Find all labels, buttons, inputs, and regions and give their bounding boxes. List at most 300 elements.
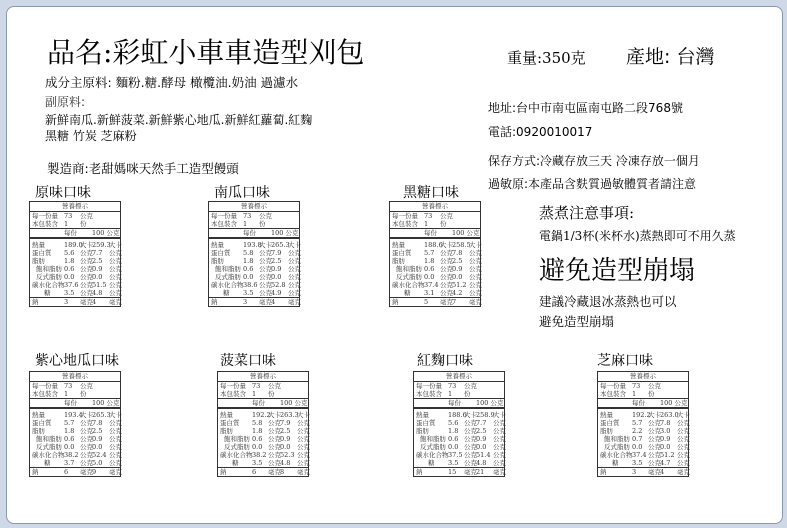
nutrient-name: 碳水化合物: [32, 451, 65, 459]
unit-per-100g: 公克: [109, 443, 122, 451]
servings: 1: [424, 220, 429, 228]
unit-per-serving: 公克: [648, 443, 661, 451]
nutrition-row: [218, 435, 308, 443]
unit-per-100g: 毫克: [109, 298, 122, 306]
unit-per-100g: 毫克: [469, 298, 482, 306]
per-100g-header: 100 公克: [660, 399, 688, 407]
value-per-serving: 6: [64, 468, 69, 476]
nutrition-row: [598, 467, 688, 476]
value-per-serving: 37.5: [448, 451, 463, 459]
unit-per-serving: 公克: [440, 249, 453, 257]
unit-per-100g: 公克: [109, 273, 122, 281]
value-per-100g: 7.8: [660, 419, 671, 427]
nutrient-name: 蛋白質: [32, 249, 52, 257]
nutrient-name: 脂肪: [220, 427, 233, 435]
unit-per-100g: 公克: [109, 419, 122, 427]
value-per-100g: 0.0: [452, 273, 463, 281]
nutrition-label: [217, 371, 309, 477]
value-per-100g: 7.8: [452, 249, 463, 257]
value-per-serving: 192.2: [252, 411, 271, 419]
unit-per-100g: 毫克: [677, 468, 690, 476]
servings-unit: 份: [80, 390, 87, 398]
value-per-100g: 7.7: [476, 419, 487, 427]
nutrition-row: [30, 265, 120, 273]
ingredients-sub-label: 副原料:: [45, 95, 86, 109]
servings: 1: [64, 220, 69, 228]
value-per-serving: 3.5: [252, 459, 263, 467]
unit-per-serving: 公克: [80, 257, 93, 265]
unit-per-serving: 公克: [464, 435, 477, 443]
unit-per-100g: 公克: [469, 273, 482, 281]
value-per-100g: 5.0: [92, 459, 103, 467]
value-per-100g: 258.5: [452, 241, 471, 249]
unit-per-serving: 毫克: [259, 298, 272, 306]
unit-per-100g: 公克: [677, 459, 690, 467]
suggestion-2: 避免造型崩塌: [539, 314, 615, 329]
value-per-100g: 4.8: [476, 459, 487, 467]
serving-size: 73: [424, 212, 433, 220]
value-per-100g: 0.0: [280, 443, 291, 451]
value-per-100g: 51.4: [476, 451, 491, 459]
servings-label: 本包裝含: [32, 220, 58, 228]
nutrient-name: 反式脂肪: [420, 443, 446, 451]
nutrition-header: 營養標示: [218, 372, 308, 382]
nutrition-row: [30, 241, 120, 249]
serving-size: 73: [64, 382, 73, 390]
value-per-100g: 0.0: [92, 443, 103, 451]
value-per-100g: 0.9: [92, 435, 103, 443]
unit-per-100g: 公克: [677, 443, 690, 451]
unit-per-serving: 公克: [268, 435, 281, 443]
value-per-serving: 0.6: [448, 435, 459, 443]
value-per-serving: 0.6: [243, 265, 254, 273]
value-per-100g: 4.9: [271, 289, 282, 297]
unit-per-100g: 公克: [677, 419, 690, 427]
unit-per-serving: 公克: [80, 265, 93, 273]
value-per-serving: 1.8: [448, 427, 459, 435]
nutrition-row: [414, 443, 504, 451]
nutrient-name: 碳水化合物: [600, 451, 633, 459]
unit-per-serving: 公克: [259, 289, 272, 297]
servings-unit: 份: [259, 220, 266, 228]
flavor-title: 黑糖口味: [403, 185, 459, 201]
nutrition-row: [30, 281, 120, 289]
value-per-serving: 189.0: [64, 241, 83, 249]
nutrition-row: [218, 411, 308, 419]
nutrient-name: 糖: [232, 459, 239, 467]
nutrient-name: 脂肪: [211, 257, 224, 265]
per-100g-header: 100 公克: [452, 229, 480, 237]
per-100g-header: 100 公克: [280, 399, 308, 407]
per-serving-header: 每份: [243, 229, 256, 237]
nutrient-name: 熱量: [416, 411, 429, 419]
nutrient-name: 鈉: [392, 298, 399, 306]
value-per-100g: 265.3: [271, 241, 290, 249]
value-per-100g: 263.0: [660, 411, 679, 419]
unit-per-serving: 大卡: [440, 241, 453, 249]
flavor-title: 南瓜口味: [214, 185, 270, 201]
unit-per-serving: 公克: [259, 265, 272, 273]
nutrient-name: 脂肪: [32, 257, 45, 265]
value-per-100g: 4.7: [660, 459, 671, 467]
value-per-100g: 51.2: [452, 281, 467, 289]
unit-per-100g: 公克: [469, 281, 482, 289]
unit-per-serving: 公克: [440, 265, 453, 273]
unit-per-serving: 公克: [648, 451, 661, 459]
unit-per-100g: 公克: [109, 427, 122, 435]
value-per-serving: 0.0: [448, 443, 459, 451]
unit-per-100g: 毫克: [493, 468, 506, 476]
value-per-100g: 2.5: [271, 257, 282, 265]
servings: 1: [448, 390, 453, 398]
nutrition-label: [29, 371, 121, 477]
flavor-title: 紫心地瓜口味: [35, 353, 119, 369]
nutrient-name: 鈉: [32, 298, 39, 306]
serving-unit: 公克: [464, 382, 477, 390]
serving-size-label: 每一份量: [211, 212, 237, 220]
nutrition-label: [413, 371, 505, 477]
value-per-serving: 5.6: [64, 249, 75, 257]
allergen: 過敏原:本產品含麩質過敏體質者請注意: [488, 177, 697, 191]
nutrient-name: 脂肪: [600, 427, 613, 435]
nutrient-name: 糖: [223, 289, 230, 297]
nutrient-name: 鈉: [600, 468, 607, 476]
value-per-100g: 0.0: [92, 273, 103, 281]
nutrient-name: 脂肪: [32, 427, 45, 435]
nutrition-row: [598, 459, 688, 467]
unit-per-serving: 公克: [259, 249, 272, 257]
value-per-100g: 7.9: [280, 419, 291, 427]
unit-per-serving: 公克: [80, 281, 93, 289]
nutrition-row: [218, 419, 308, 427]
unit-per-serving: 公克: [268, 427, 281, 435]
nutrient-name: 蛋白質: [32, 419, 52, 427]
unit-per-serving: 公克: [268, 459, 281, 467]
nutrient-name: 脂肪: [416, 427, 429, 435]
nutrient-name: 飽和脂肪: [396, 265, 422, 273]
nutrition-row: [30, 411, 120, 419]
unit-per-100g: 大卡: [297, 411, 310, 419]
nutrition-header: 營養標示: [30, 202, 120, 212]
servings-label: 本包裝含: [220, 390, 246, 398]
value-per-serving: 3.7: [64, 459, 75, 467]
ingredients-sub-2: 黑糖 竹炭 芝麻粉: [45, 129, 137, 143]
servings: 1: [632, 390, 637, 398]
value-per-serving: 0.7: [632, 435, 643, 443]
nutrient-name: 碳水化合物: [32, 281, 65, 289]
value-per-100g: 7.8: [92, 419, 103, 427]
servings-label: 本包裝含: [416, 390, 442, 398]
servings-label: 本包裝含: [600, 390, 626, 398]
serving-size-label: 每一份量: [392, 212, 418, 220]
unit-per-100g: 公克: [109, 257, 122, 265]
serving-unit: 公克: [268, 382, 281, 390]
nutrition-header: 營養標示: [598, 372, 688, 382]
unit-per-100g: 毫克: [288, 298, 301, 306]
value-per-100g: 0.9: [660, 435, 671, 443]
unit-per-100g: 公克: [288, 281, 301, 289]
value-per-100g: 51.5: [92, 281, 107, 289]
address: 地址:台中市南屯區南屯路二段768號: [488, 101, 683, 115]
value-per-100g: 265.3: [92, 411, 111, 419]
nutrient-name: 反式脂肪: [396, 273, 422, 281]
serving-unit: 公克: [80, 382, 93, 390]
per-serving-header: 每份: [632, 399, 645, 407]
unit-per-serving: 毫克: [464, 468, 477, 476]
serving-size-label: 每一份量: [600, 382, 626, 390]
nutrition-row: [30, 419, 120, 427]
servings-unit: 份: [268, 390, 275, 398]
value-per-serving: 188.6: [448, 411, 467, 419]
unit-per-serving: 公克: [259, 281, 272, 289]
value-per-serving: 3: [632, 468, 637, 476]
value-per-serving: 38.2: [64, 451, 79, 459]
unit-per-serving: 大卡: [80, 411, 93, 419]
nutrition-header: 營養標示: [30, 372, 120, 382]
unit-per-100g: 公克: [469, 265, 482, 273]
nutrition-row: [209, 281, 299, 289]
nutrition-row: [390, 265, 480, 273]
value-per-serving: 0.0: [243, 273, 254, 281]
nutrition-row: [598, 435, 688, 443]
unit-per-serving: 公克: [80, 459, 93, 467]
nutrition-row: [30, 273, 120, 281]
nutrition-row: [30, 257, 120, 265]
value-per-serving: 1.8: [64, 257, 75, 265]
serving-size: 73: [64, 212, 73, 220]
per-serving-header: 每份: [252, 399, 265, 407]
nutrient-name: 飽和脂肪: [420, 435, 446, 443]
nutrition-row: [30, 443, 120, 451]
value-per-serving: 0.6: [424, 265, 435, 273]
unit-per-serving: 公克: [80, 435, 93, 443]
nutrition-row: [414, 435, 504, 443]
nutrition-header: 營養標示: [390, 202, 480, 212]
ingredients-sub-1: 新鮮南瓜.新鮮菠菜.新鮮紫心地瓜.新鮮紅蘿蔔.紅麴: [45, 113, 313, 127]
nutrient-name: 飽和脂肪: [36, 435, 62, 443]
value-per-serving: 1.8: [64, 427, 75, 435]
unit-per-100g: 公克: [493, 443, 506, 451]
unit-per-100g: 公克: [297, 419, 310, 427]
phone: 電話:0920010017: [488, 125, 593, 139]
nutrition-label: [208, 201, 300, 307]
nutrient-name: 熱量: [211, 241, 224, 249]
unit-per-serving: 大卡: [648, 411, 661, 419]
value-per-serving: 0.0: [424, 273, 435, 281]
nutrition-row: [30, 297, 120, 306]
unit-per-100g: 公克: [469, 289, 482, 297]
nutrient-name: 反式脂肪: [215, 273, 241, 281]
value-per-100g: 2.5: [280, 427, 291, 435]
value-per-serving: 38.6: [243, 281, 258, 289]
value-per-100g: 8: [280, 468, 285, 476]
flavor-title: 原味口味: [35, 185, 91, 201]
unit-per-serving: 毫克: [440, 298, 453, 306]
serving-size: 73: [243, 212, 252, 220]
nutrient-name: 糖: [44, 459, 51, 467]
value-per-100g: 2.5: [452, 257, 463, 265]
value-per-100g: 0.0: [271, 273, 282, 281]
value-per-100g: 52.3: [280, 451, 295, 459]
unit-per-100g: 公克: [109, 451, 122, 459]
product-origin: 產地: 台灣: [626, 46, 715, 68]
value-per-100g: 0.9: [271, 265, 282, 273]
value-per-serving: 38.2: [252, 451, 267, 459]
nutrition-row: [209, 297, 299, 306]
per-100g-header: 100 公克: [92, 399, 120, 407]
value-per-100g: 0.9: [280, 435, 291, 443]
unit-per-100g: 公克: [469, 257, 482, 265]
nutrient-name: 蛋白質: [416, 419, 436, 427]
unit-per-serving: 公克: [80, 249, 93, 257]
value-per-100g: 4: [660, 468, 665, 476]
value-per-serving: 0.0: [252, 443, 263, 451]
value-per-100g: 9: [92, 468, 97, 476]
unit-per-serving: 公克: [268, 443, 281, 451]
nutrition-row: [30, 249, 120, 257]
value-per-100g: 0.9: [92, 265, 103, 273]
value-per-serving: 15: [448, 468, 457, 476]
nutrient-name: 糖: [404, 289, 411, 297]
nutrition-row: [598, 411, 688, 419]
storage: 保存方式:冷藏存放三天 冷凍存放一個月: [488, 154, 700, 168]
value-per-100g: 7: [452, 298, 457, 306]
nutrition-row: [209, 265, 299, 273]
nutrient-name: 蛋白質: [211, 249, 231, 257]
value-per-serving: 1.8: [252, 427, 263, 435]
nutrient-name: 碳水化合物: [392, 281, 425, 289]
unit-per-serving: 大卡: [80, 241, 93, 249]
value-per-serving: 5.6: [448, 419, 459, 427]
unit-per-100g: 公克: [297, 427, 310, 435]
value-per-100g: 0.0: [660, 443, 671, 451]
unit-per-100g: 公克: [288, 257, 301, 265]
unit-per-100g: 公克: [493, 435, 506, 443]
unit-per-serving: 公克: [80, 289, 93, 297]
nutrition-header: 營養標示: [414, 372, 504, 382]
nutrition-row: [30, 467, 120, 476]
value-per-100g: 0.9: [452, 265, 463, 273]
unit-per-100g: 公克: [109, 459, 122, 467]
nutrient-name: 熱量: [32, 411, 45, 419]
value-per-100g: 7.7: [92, 249, 103, 257]
value-per-serving: 5.7: [632, 419, 643, 427]
per-100g-header: 100 公克: [92, 229, 120, 237]
unit-per-100g: 公克: [297, 451, 310, 459]
value-per-100g: 4.2: [452, 289, 463, 297]
value-per-100g: 4.8: [92, 289, 103, 297]
unit-per-serving: 大卡: [464, 411, 477, 419]
nutrient-name: 碳水化合物: [416, 451, 449, 459]
value-per-100g: 51.2: [660, 451, 675, 459]
per-100g-header: 100 公克: [271, 229, 299, 237]
value-per-serving: 0.0: [64, 443, 75, 451]
unit-per-serving: 公克: [648, 427, 661, 435]
product-name: 品名:彩虹小車車造型刈包: [47, 36, 365, 69]
steam-title: 蒸煮注意事項:: [539, 204, 635, 222]
value-per-100g: 52.8: [271, 281, 286, 289]
nutrient-name: 飽和脂肪: [604, 435, 630, 443]
nutrition-row: [209, 289, 299, 297]
value-per-serving: 3.5: [64, 289, 75, 297]
unit-per-100g: 公克: [493, 427, 506, 435]
nutrition-row: [218, 451, 308, 459]
unit-per-serving: 公克: [464, 459, 477, 467]
nutrition-row: [30, 451, 120, 459]
value-per-serving: 0.0: [632, 443, 643, 451]
nutrition-row: [218, 459, 308, 467]
unit-per-serving: 公克: [648, 419, 661, 427]
nutrient-name: 糖: [428, 459, 435, 467]
value-per-serving: 5.7: [424, 249, 435, 257]
nutrient-name: 熱量: [220, 411, 233, 419]
value-per-serving: 37.6: [64, 281, 79, 289]
serving-unit: 公克: [440, 212, 453, 220]
serving-size: 73: [252, 382, 261, 390]
flavor-title: 紅麴口味: [417, 353, 473, 369]
nutrition-row: [414, 419, 504, 427]
value-per-serving: 5: [424, 298, 429, 306]
value-per-100g: 4: [271, 298, 276, 306]
unit-per-100g: 公克: [297, 435, 310, 443]
serving-size-label: 每一份量: [220, 382, 246, 390]
unit-per-100g: 毫克: [297, 468, 310, 476]
unit-per-100g: 大卡: [109, 241, 122, 249]
unit-per-100g: 公克: [288, 289, 301, 297]
value-per-serving: 0.6: [64, 435, 75, 443]
nutrient-name: 蛋白質: [392, 249, 412, 257]
serving-size: 73: [448, 382, 457, 390]
unit-per-100g: 公克: [677, 427, 690, 435]
per-serving-header: 每份: [448, 399, 461, 407]
nutrition-row: [390, 273, 480, 281]
value-per-serving: 5.7: [64, 419, 75, 427]
nutrition-row: [414, 427, 504, 435]
nutrition-row: [30, 289, 120, 297]
value-per-100g: 21: [476, 468, 485, 476]
unit-per-100g: 公克: [109, 289, 122, 297]
value-per-serving: 3: [243, 298, 248, 306]
unit-per-100g: 大卡: [109, 411, 122, 419]
value-per-100g: 263.3: [280, 411, 299, 419]
nutrition-row: [30, 459, 120, 467]
unit-per-100g: 公克: [288, 249, 301, 257]
unit-per-100g: 公克: [109, 435, 122, 443]
value-per-100g: 259.3: [92, 241, 111, 249]
nutrition-row: [598, 419, 688, 427]
value-per-100g: 2.5: [476, 427, 487, 435]
nutrient-name: 反式脂肪: [36, 443, 62, 451]
unit-per-serving: 公克: [648, 459, 661, 467]
value-per-serving: 0.0: [64, 273, 75, 281]
serving-unit: 公克: [80, 212, 93, 220]
nutrition-row: [598, 451, 688, 459]
servings-unit: 份: [648, 390, 655, 398]
nutrition-row: [390, 281, 480, 289]
unit-per-serving: 公克: [268, 419, 281, 427]
nutrient-name: 鈉: [211, 298, 218, 306]
serving-size-label: 每一份量: [416, 382, 442, 390]
unit-per-serving: 公克: [440, 257, 453, 265]
value-per-serving: 37.4: [424, 281, 439, 289]
unit-per-serving: 公克: [80, 443, 93, 451]
unit-per-100g: 毫克: [109, 468, 122, 476]
unit-per-serving: 公克: [464, 451, 477, 459]
serving-size: 73: [632, 382, 641, 390]
value-per-100g: 2.5: [92, 257, 103, 265]
value-per-serving: 3.5: [448, 459, 459, 467]
steam-note: 電鍋1/3杯(米杯水)蒸熱即可不用久蒸: [539, 229, 736, 243]
